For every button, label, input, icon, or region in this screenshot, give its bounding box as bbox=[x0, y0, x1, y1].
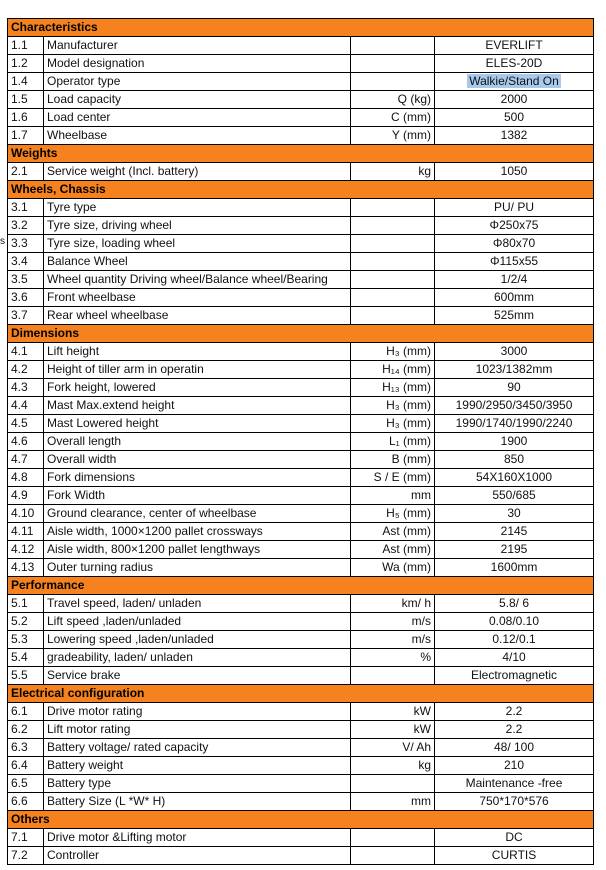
spec-value bbox=[435, 217, 594, 235]
spec-unit bbox=[351, 37, 435, 55]
spec-unit: m/s bbox=[351, 631, 435, 649]
spec-row bbox=[8, 109, 594, 127]
spec-label: Rear wheel wheelbase bbox=[44, 307, 351, 325]
section-header bbox=[8, 685, 594, 703]
spec-label: Fork dimensions bbox=[44, 469, 351, 487]
spec-value bbox=[435, 793, 594, 811]
spec-number: 4.1 bbox=[8, 343, 44, 361]
section-title: Weights bbox=[8, 145, 594, 163]
spec-value-text: 5.8/ 6 bbox=[499, 596, 530, 610]
spec-row bbox=[8, 73, 594, 91]
spec-row bbox=[8, 847, 594, 865]
spec-value-text: 90 bbox=[507, 380, 521, 394]
spec-row bbox=[8, 505, 594, 523]
section-title: Performance bbox=[8, 577, 594, 595]
spec-unit: Y (mm) bbox=[351, 127, 435, 145]
spec-value-text: 1050 bbox=[500, 164, 528, 178]
spec-value bbox=[435, 523, 594, 541]
spec-row bbox=[8, 37, 594, 55]
spec-number: 1.4 bbox=[8, 73, 44, 91]
spec-unit: H₁₄ (mm) bbox=[351, 361, 435, 379]
spec-value-text: 1990/1740/1990/2240 bbox=[455, 416, 573, 430]
spec-number: 4.4 bbox=[8, 397, 44, 415]
spec-number: 2.1 bbox=[8, 163, 44, 181]
spec-unit bbox=[351, 271, 435, 289]
spec-row bbox=[8, 541, 594, 559]
spec-value-text: PU/ PU bbox=[494, 200, 535, 214]
spec-row bbox=[8, 343, 594, 361]
spec-number: 4.3 bbox=[8, 379, 44, 397]
spec-value bbox=[435, 721, 594, 739]
spec-row bbox=[8, 667, 594, 685]
spec-unit: H₃ (mm) bbox=[351, 415, 435, 433]
spec-unit: H₅ (mm) bbox=[351, 505, 435, 523]
spec-value bbox=[435, 469, 594, 487]
spec-number: 3.1 bbox=[8, 199, 44, 217]
spec-unit bbox=[351, 289, 435, 307]
spec-label: Lift motor rating bbox=[44, 721, 351, 739]
spec-row bbox=[8, 451, 594, 469]
spec-number: 6.3 bbox=[8, 739, 44, 757]
spec-label: Battery type bbox=[44, 775, 351, 793]
spec-value-text: Φ250x75 bbox=[489, 218, 539, 232]
spec-value-text: 30 bbox=[507, 506, 521, 520]
spec-number: 3.3 bbox=[8, 235, 44, 253]
spec-number: 6.1 bbox=[8, 703, 44, 721]
spec-number: 4.2 bbox=[8, 361, 44, 379]
spec-number: 6.4 bbox=[8, 757, 44, 775]
spec-value-text: 500 bbox=[504, 110, 525, 124]
spec-value-text: 600mm bbox=[494, 290, 535, 304]
spec-label: Outer turning radius bbox=[44, 559, 351, 577]
spec-table-body bbox=[8, 19, 594, 865]
spec-value bbox=[435, 289, 594, 307]
spec-row bbox=[8, 595, 594, 613]
section-title: Characteristics bbox=[8, 19, 594, 37]
spec-value-text: EVERLIFT bbox=[485, 38, 543, 52]
spec-value-text: Φ115x55 bbox=[489, 254, 539, 268]
section-title: Others bbox=[8, 811, 594, 829]
spec-row bbox=[8, 487, 594, 505]
spec-value-text: Maintenance -free bbox=[465, 776, 563, 790]
spec-unit: H₃ (mm) bbox=[351, 343, 435, 361]
spec-value bbox=[435, 307, 594, 325]
spec-row bbox=[8, 199, 594, 217]
spec-value bbox=[435, 235, 594, 253]
spec-number: 4.7 bbox=[8, 451, 44, 469]
spec-label: Overall length bbox=[44, 433, 351, 451]
spec-row bbox=[8, 415, 594, 433]
spec-value-text: 210 bbox=[504, 758, 525, 772]
spec-unit: m/s bbox=[351, 613, 435, 631]
spec-value bbox=[435, 37, 594, 55]
section-header bbox=[8, 577, 594, 595]
spec-number: 5.5 bbox=[8, 667, 44, 685]
spec-value bbox=[435, 271, 594, 289]
spec-value-text: 48/ 100 bbox=[493, 740, 535, 754]
spec-row bbox=[8, 55, 594, 73]
spec-value bbox=[435, 361, 594, 379]
spec-number: 5.2 bbox=[8, 613, 44, 631]
spec-label: Service brake bbox=[44, 667, 351, 685]
spec-number: 5.1 bbox=[8, 595, 44, 613]
section-header bbox=[8, 145, 594, 163]
spec-row bbox=[8, 379, 594, 397]
spec-label: Mast Max.extend height bbox=[44, 397, 351, 415]
spec-value bbox=[435, 397, 594, 415]
spec-unit: kg bbox=[351, 757, 435, 775]
spec-value bbox=[435, 73, 594, 91]
spec-row bbox=[8, 361, 594, 379]
spec-number: 3.7 bbox=[8, 307, 44, 325]
spec-number: 4.10 bbox=[8, 505, 44, 523]
spec-value bbox=[435, 595, 594, 613]
spec-label: gradeability, laden/ unladen bbox=[44, 649, 351, 667]
spec-value bbox=[435, 541, 594, 559]
spec-label: Ground clearance, center of wheelbase bbox=[44, 505, 351, 523]
spec-value bbox=[435, 505, 594, 523]
section-title: Wheels, Chassis bbox=[8, 181, 594, 199]
spec-unit bbox=[351, 253, 435, 271]
spec-label: Front wheelbase bbox=[44, 289, 351, 307]
spec-value bbox=[435, 667, 594, 685]
spec-label: Lift height bbox=[44, 343, 351, 361]
spec-value-text: 2145 bbox=[500, 524, 528, 538]
spec-value-text: 4/10 bbox=[502, 650, 526, 664]
spec-unit: Ast (mm) bbox=[351, 523, 435, 541]
spec-number: 1.7 bbox=[8, 127, 44, 145]
spec-value-text: 1990/2950/3450/3950 bbox=[455, 398, 573, 412]
spec-number: 1.2 bbox=[8, 55, 44, 73]
spec-label: Balance Wheel bbox=[44, 253, 351, 271]
spec-label: Fork Width bbox=[44, 487, 351, 505]
spec-unit bbox=[351, 199, 435, 217]
spec-unit bbox=[351, 847, 435, 865]
spec-row bbox=[8, 739, 594, 757]
spec-row bbox=[8, 829, 594, 847]
spec-value bbox=[435, 163, 594, 181]
spec-value bbox=[435, 703, 594, 721]
spec-number: 1.6 bbox=[8, 109, 44, 127]
section-header bbox=[8, 181, 594, 199]
spec-value-text: 2.2 bbox=[505, 722, 523, 736]
spec-number: 3.5 bbox=[8, 271, 44, 289]
spec-unit: mm bbox=[351, 487, 435, 505]
spec-value-text: 2.2 bbox=[505, 704, 523, 718]
spec-value-text: 1900 bbox=[500, 434, 528, 448]
spec-unit bbox=[351, 829, 435, 847]
spec-value bbox=[435, 253, 594, 271]
spec-value-text: Φ80x70 bbox=[492, 236, 536, 250]
spec-value-text: 0.08/0.10 bbox=[488, 614, 540, 628]
section-header bbox=[8, 19, 594, 37]
spec-row bbox=[8, 649, 594, 667]
spec-number: 6.5 bbox=[8, 775, 44, 793]
spec-unit: mm bbox=[351, 793, 435, 811]
spec-label: Tyre type bbox=[44, 199, 351, 217]
spec-value bbox=[435, 649, 594, 667]
section-header bbox=[8, 325, 594, 343]
spec-number: 4.11 bbox=[8, 523, 44, 541]
spec-number: 4.6 bbox=[8, 433, 44, 451]
spec-number: 4.12 bbox=[8, 541, 44, 559]
spec-number: 4.13 bbox=[8, 559, 44, 577]
spec-label: Fork height, lowered bbox=[44, 379, 351, 397]
section-title: Dimensions bbox=[8, 325, 594, 343]
spec-value-text: CURTIS bbox=[491, 848, 537, 862]
spec-number: 6.6 bbox=[8, 793, 44, 811]
spec-unit: km/ h bbox=[351, 595, 435, 613]
spec-unit: kW bbox=[351, 721, 435, 739]
spec-row bbox=[8, 127, 594, 145]
spec-number: 3.2 bbox=[8, 217, 44, 235]
spec-unit bbox=[351, 235, 435, 253]
spec-unit: kg bbox=[351, 163, 435, 181]
spec-number: 3.6 bbox=[8, 289, 44, 307]
spec-value bbox=[435, 613, 594, 631]
section-title: Electrical configuration bbox=[8, 685, 594, 703]
spec-value bbox=[435, 829, 594, 847]
spec-unit: S / E (mm) bbox=[351, 469, 435, 487]
spec-row bbox=[8, 703, 594, 721]
spec-value bbox=[435, 415, 594, 433]
spec-value bbox=[435, 127, 594, 145]
spec-value bbox=[435, 739, 594, 757]
spec-label: Aisle width, 800×1200 pallet lengthways bbox=[44, 541, 351, 559]
spec-row bbox=[8, 757, 594, 775]
spec-value bbox=[435, 775, 594, 793]
spec-row bbox=[8, 793, 594, 811]
spec-row bbox=[8, 613, 594, 631]
spec-value bbox=[435, 757, 594, 775]
spec-value-text: 2000 bbox=[500, 92, 528, 106]
spec-value-text: Walkie/Stand On bbox=[469, 74, 559, 88]
spec-label: Battery voltage/ rated capacity bbox=[44, 739, 351, 757]
spec-label: Service weight (Incl. battery) bbox=[44, 163, 351, 181]
spec-row bbox=[8, 523, 594, 541]
spec-unit: L₁ (mm) bbox=[351, 433, 435, 451]
spec-label: Lowering speed ,laden/unladed bbox=[44, 631, 351, 649]
spec-value bbox=[435, 487, 594, 505]
spec-label: Height of tiller arm in operatin bbox=[44, 361, 351, 379]
spec-value-text: 1382 bbox=[500, 128, 528, 142]
spec-unit: H₁₃ (mm) bbox=[351, 379, 435, 397]
spec-value-text: 550/685 bbox=[492, 488, 536, 502]
spec-value-text: 54X160X1000 bbox=[475, 470, 553, 484]
spec-value bbox=[435, 451, 594, 469]
spec-label: Load center bbox=[44, 109, 351, 127]
spec-label: Load capacity bbox=[44, 91, 351, 109]
spec-value-text: 1/2/4 bbox=[500, 272, 528, 286]
spec-value bbox=[435, 199, 594, 217]
spec-label: Tyre size, driving wheel bbox=[44, 217, 351, 235]
spec-label: Model designation bbox=[44, 55, 351, 73]
spec-number: 5.4 bbox=[8, 649, 44, 667]
spec-value-text: 1600mm bbox=[490, 560, 538, 574]
spec-label: Drive motor rating bbox=[44, 703, 351, 721]
spec-row bbox=[8, 217, 594, 235]
spec-row bbox=[8, 721, 594, 739]
section-header bbox=[8, 811, 594, 829]
spec-value-text: 750*170*576 bbox=[479, 794, 549, 808]
spec-value-text: Electromagnetic bbox=[470, 668, 558, 682]
spec-row bbox=[8, 163, 594, 181]
spec-value-text: ELES-20D bbox=[485, 56, 543, 70]
spec-label: Operator type bbox=[44, 73, 351, 91]
spec-unit: H₃ (mm) bbox=[351, 397, 435, 415]
spec-label: Lift speed ,laden/unladed bbox=[44, 613, 351, 631]
spec-number: 5.3 bbox=[8, 631, 44, 649]
spec-value-text: 850 bbox=[504, 452, 525, 466]
spec-value-text: DC bbox=[505, 830, 523, 844]
spec-unit: % bbox=[351, 649, 435, 667]
spec-row bbox=[8, 559, 594, 577]
spec-row bbox=[8, 397, 594, 415]
spec-row bbox=[8, 775, 594, 793]
spec-label: Travel speed, laden/ unladen bbox=[44, 595, 351, 613]
spec-row bbox=[8, 91, 594, 109]
spec-unit bbox=[351, 667, 435, 685]
spec-number: 1.5 bbox=[8, 91, 44, 109]
spec-row bbox=[8, 631, 594, 649]
spec-value-text: 2195 bbox=[500, 542, 528, 556]
spec-label: Mast Lowered height bbox=[44, 415, 351, 433]
spec-unit: kW bbox=[351, 703, 435, 721]
spec-value bbox=[435, 379, 594, 397]
spec-unit bbox=[351, 307, 435, 325]
spec-row bbox=[8, 271, 594, 289]
spec-number: 3.4 bbox=[8, 253, 44, 271]
spec-row bbox=[8, 469, 594, 487]
spec-label: Tyre size, loading wheel bbox=[44, 235, 351, 253]
spec-unit: C (mm) bbox=[351, 109, 435, 127]
spec-value bbox=[435, 109, 594, 127]
spec-label: Wheel quantity Driving wheel/Balance wheel/Bearing bbox=[44, 271, 351, 289]
spec-row bbox=[8, 307, 594, 325]
spec-label: Battery Size (L *W* H) bbox=[44, 793, 351, 811]
spec-label: Drive motor &Lifting motor bbox=[44, 829, 351, 847]
spec-table bbox=[7, 18, 594, 865]
spec-label: Manufacturer bbox=[44, 37, 351, 55]
spec-unit bbox=[351, 775, 435, 793]
spec-value bbox=[435, 631, 594, 649]
spec-unit bbox=[351, 55, 435, 73]
spec-unit: Wa (mm) bbox=[351, 559, 435, 577]
spec-label: Wheelbase bbox=[44, 127, 351, 145]
spec-unit bbox=[351, 73, 435, 91]
spec-unit: V/ Ah bbox=[351, 739, 435, 757]
spec-label: Overall width bbox=[44, 451, 351, 469]
spec-row bbox=[8, 253, 594, 271]
spec-number: 7.1 bbox=[8, 829, 44, 847]
spec-value bbox=[435, 55, 594, 73]
spec-number: 4.9 bbox=[8, 487, 44, 505]
spec-unit: Q (kg) bbox=[351, 91, 435, 109]
spec-row bbox=[8, 235, 594, 253]
stray-mark: s bbox=[0, 236, 5, 247]
spec-value-text: 0.12/0.1 bbox=[492, 632, 536, 646]
spec-value bbox=[435, 559, 594, 577]
spec-value bbox=[435, 847, 594, 865]
spec-value bbox=[435, 91, 594, 109]
spec-value-text: 1023/1382mm bbox=[475, 362, 553, 376]
spec-row bbox=[8, 433, 594, 451]
spec-row bbox=[8, 289, 594, 307]
spec-label: Aisle width, 1000×1200 pallet crossways bbox=[44, 523, 351, 541]
spec-label: Battery weight bbox=[44, 757, 351, 775]
spec-unit: B (mm) bbox=[351, 451, 435, 469]
spec-number: 6.2 bbox=[8, 721, 44, 739]
spec-unit: Ast (mm) bbox=[351, 541, 435, 559]
spec-value bbox=[435, 433, 594, 451]
spec-value-text: 525mm bbox=[494, 308, 535, 322]
spec-label: Controller bbox=[44, 847, 351, 865]
spec-number: 1.1 bbox=[8, 37, 44, 55]
spec-number: 4.8 bbox=[8, 469, 44, 487]
spec-number: 4.5 bbox=[8, 415, 44, 433]
spec-value-text: 3000 bbox=[500, 344, 528, 358]
spec-unit bbox=[351, 217, 435, 235]
spec-number: 7.2 bbox=[8, 847, 44, 865]
spec-value bbox=[435, 343, 594, 361]
